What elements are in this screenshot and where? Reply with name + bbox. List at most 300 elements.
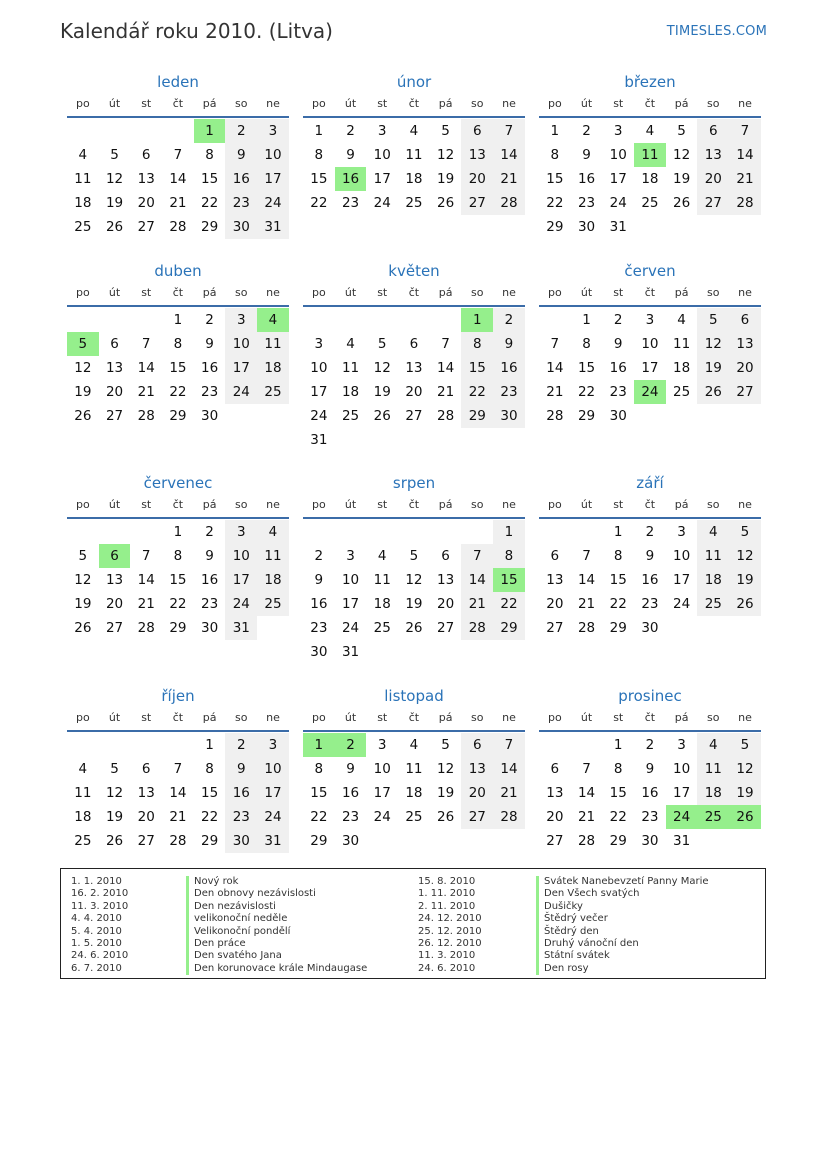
day-cell: 31 <box>673 833 691 849</box>
day-cell: 27 <box>137 219 155 235</box>
day-cell: 23 <box>641 809 659 825</box>
day-cell: 20 <box>105 384 124 400</box>
day-cell: 19 <box>437 785 455 801</box>
weekend-day-cell: 1 <box>493 520 525 544</box>
day-cell: 7 <box>141 336 151 352</box>
day-cell: 16 <box>641 572 659 588</box>
brand-link[interactable]: TIMESLES.COM <box>666 24 767 39</box>
empty-cell <box>571 520 603 544</box>
day-cell: 28 <box>437 408 455 424</box>
week-row <box>67 520 289 544</box>
weekday-label: pá <box>674 286 689 299</box>
month-name: březen <box>624 73 676 91</box>
day-cell: 17 <box>673 572 691 588</box>
week-row <box>539 380 761 404</box>
empty-cell <box>99 733 131 757</box>
day-cell: 2 <box>645 737 655 753</box>
week-row <box>539 757 761 781</box>
empty-cell <box>430 428 462 452</box>
holiday-day-cell: 15 <box>493 568 525 592</box>
weekday-label: pá <box>438 97 453 110</box>
legend-holiday-name: Velikonoční pondělí <box>194 925 291 937</box>
weekday-label: ne <box>502 498 516 511</box>
weekday-label: so <box>235 97 248 110</box>
day-cell: 15 <box>546 171 564 187</box>
empty-cell <box>67 520 99 544</box>
weekday-label: so <box>707 498 720 511</box>
legend-date: 24. 6. 2010 <box>71 950 129 962</box>
day-cell: 28 <box>577 833 596 849</box>
weekend-day-cell: 30 <box>225 215 257 239</box>
week-row <box>539 544 761 568</box>
day-cell: 8 <box>613 548 623 564</box>
week-row <box>303 829 525 853</box>
empty-cell <box>335 520 367 544</box>
week-row <box>67 781 289 805</box>
day-cell: 15 <box>310 785 328 801</box>
week-row <box>303 616 525 640</box>
day-cell: 13 <box>405 360 423 376</box>
weekend-day-cell: 14 <box>461 568 493 592</box>
week-row <box>303 757 525 781</box>
day-cell: 21 <box>169 809 187 825</box>
weekend-day-cell: 6 <box>697 119 729 143</box>
month-10 <box>67 686 289 853</box>
weekday-label: so <box>707 286 720 299</box>
day-cell: 30 <box>577 219 596 235</box>
week-row <box>303 308 525 332</box>
weekday-label: pá <box>202 498 217 511</box>
empty-cell <box>634 215 666 239</box>
weekday-label: po <box>311 498 326 511</box>
day-cell: 16 <box>310 596 328 612</box>
day-cell: 8 <box>582 336 591 352</box>
weekday-label: út <box>344 498 357 511</box>
day-cell: 2 <box>314 548 324 564</box>
weekday-label: čt <box>172 498 184 511</box>
day-cell: 29 <box>310 833 328 849</box>
day-cell: 17 <box>641 360 659 376</box>
weekend-day-cell: 7 <box>461 544 493 568</box>
weekend-day-cell: 10 <box>257 143 289 167</box>
weekday-label: ne <box>266 97 280 110</box>
day-cell: 9 <box>346 147 355 163</box>
empty-cell <box>729 829 761 853</box>
day-cell: 9 <box>613 336 623 352</box>
day-cell: 9 <box>314 572 324 588</box>
week-row <box>67 757 289 781</box>
legend-holiday-name: velikonoční neděle <box>194 913 288 925</box>
weekend-day-cell: 21 <box>729 167 761 191</box>
day-cell: 2 <box>582 123 591 139</box>
weekend-day-cell: 19 <box>729 781 761 805</box>
day-cell: 17 <box>673 785 691 801</box>
day-cell: 7 <box>550 336 560 352</box>
day-cell: 15 <box>609 785 627 801</box>
day-cell: 28 <box>169 833 187 849</box>
week-row <box>67 119 289 143</box>
legend-holiday-marker <box>186 963 189 976</box>
legend-date: 26. 12. 2010 <box>418 938 482 949</box>
week-row <box>539 592 761 616</box>
day-cell: 28 <box>169 219 187 235</box>
day-cell: 5 <box>441 737 450 753</box>
empty-cell <box>666 215 698 239</box>
legend-date: 1. 1. 2010 <box>71 876 122 887</box>
legend-date: 25. 12. 2010 <box>418 925 482 937</box>
day-cell: 29 <box>169 408 187 424</box>
weekday-label: so <box>235 711 248 724</box>
weekend-day-cell: 24 <box>257 805 289 829</box>
day-cell: 5 <box>409 548 419 564</box>
weekend-day-cell: 17 <box>257 167 289 191</box>
weekday-label: po <box>75 286 90 299</box>
day-cell: 15 <box>310 171 328 187</box>
weekend-day-cell: 4 <box>697 733 729 757</box>
week-row <box>67 356 289 380</box>
header-rule <box>539 517 761 519</box>
weekday-label: út <box>580 498 593 511</box>
day-cell: 19 <box>437 171 455 187</box>
weekday-label: st <box>141 97 152 110</box>
legend-holiday-marker <box>186 876 189 889</box>
week-row <box>67 568 289 592</box>
weekday-label: út <box>344 286 357 299</box>
weekday-header <box>539 495 761 515</box>
day-cell: 26 <box>74 620 92 636</box>
holiday-day-cell: 1 <box>194 119 226 143</box>
day-cell: 1 <box>205 737 214 753</box>
legend-date: 2. 11. 2010 <box>418 900 476 912</box>
empty-cell <box>67 119 99 143</box>
empty-cell <box>634 404 666 428</box>
holiday-day-cell: 25 <box>697 805 729 829</box>
day-cell: 28 <box>546 408 564 424</box>
empty-cell <box>67 733 99 757</box>
legend-holiday-name: Svátek Nanebevzetí Panny Marie <box>544 876 709 887</box>
day-cell: 12 <box>105 171 124 187</box>
day-cell: 11 <box>405 761 423 777</box>
week-row <box>539 568 761 592</box>
weekend-day-cell: 5 <box>697 308 729 332</box>
week-row <box>539 356 761 380</box>
month-5 <box>303 261 525 452</box>
day-cell: 16 <box>201 360 219 376</box>
weekday-label: pá <box>674 97 689 110</box>
day-cell: 6 <box>550 548 560 564</box>
weekend-day-cell: 11 <box>257 544 289 568</box>
header-rule <box>67 116 289 118</box>
month-name: únor <box>396 73 432 91</box>
weekday-label: út <box>108 711 121 724</box>
weekday-label: pá <box>438 286 453 299</box>
day-cell: 17 <box>310 384 328 400</box>
weekend-day-cell: 16 <box>493 356 525 380</box>
weekday-label: ne <box>502 711 516 724</box>
day-cell: 5 <box>441 123 450 139</box>
empty-cell <box>430 640 462 664</box>
empty-cell <box>335 308 367 332</box>
weekday-label: st <box>141 286 152 299</box>
weekday-label: út <box>108 286 121 299</box>
empty-cell <box>303 520 335 544</box>
day-cell: 23 <box>201 384 219 400</box>
week-row <box>539 191 761 215</box>
weekday-label: po <box>547 286 562 299</box>
day-cell: 22 <box>609 809 627 825</box>
weekday-header <box>303 495 525 515</box>
day-cell: 29 <box>577 408 596 424</box>
day-cell: 26 <box>673 195 691 211</box>
day-cell: 20 <box>546 596 564 612</box>
day-cell: 29 <box>201 833 219 849</box>
day-cell: 15 <box>577 360 596 376</box>
week-row <box>303 119 525 143</box>
day-cell: 12 <box>105 785 124 801</box>
day-cell: 9 <box>645 548 655 564</box>
day-cell: 16 <box>577 171 596 187</box>
weekday-label: pá <box>202 97 217 110</box>
day-cell: 14 <box>437 360 455 376</box>
week-row <box>67 829 289 853</box>
weekday-label: po <box>547 711 562 724</box>
weekday-label: čt <box>172 711 184 724</box>
weekday-header <box>303 94 525 114</box>
day-cell: 1 <box>582 312 591 328</box>
week-row <box>539 167 761 191</box>
day-cell: 3 <box>377 737 387 753</box>
week-row <box>303 404 525 428</box>
day-cell: 1 <box>314 123 324 139</box>
day-cell: 14 <box>546 360 564 376</box>
empty-cell <box>366 428 398 452</box>
weekday-label: pá <box>438 498 453 511</box>
weekday-label: po <box>547 97 562 110</box>
day-cell: 22 <box>577 384 596 400</box>
weekend-day-cell: 24 <box>225 592 257 616</box>
day-cell: 23 <box>641 596 659 612</box>
weekday-label: út <box>344 711 357 724</box>
week-row <box>539 829 761 853</box>
day-cell: 30 <box>201 620 219 636</box>
legend-holiday-marker <box>536 963 539 976</box>
day-cell: 3 <box>314 336 324 352</box>
day-cell: 29 <box>546 219 564 235</box>
weekend-day-cell: 30 <box>225 829 257 853</box>
weekend-day-cell: 19 <box>697 356 729 380</box>
day-cell: 24 <box>373 195 391 211</box>
weekend-day-cell: 28 <box>493 805 525 829</box>
day-cell: 25 <box>373 620 391 636</box>
holiday-day-cell: 2 <box>335 733 367 757</box>
legend-holiday-marker <box>536 926 539 939</box>
day-cell: 11 <box>373 572 391 588</box>
weekend-day-cell: 11 <box>257 332 289 356</box>
week-row <box>303 191 525 215</box>
day-cell: 4 <box>645 123 655 139</box>
empty-cell <box>697 829 729 853</box>
week-row <box>67 332 289 356</box>
header-rule <box>303 116 525 118</box>
weekday-label: so <box>707 97 720 110</box>
weekday-label: čt <box>644 97 656 110</box>
weekday-label: ne <box>738 286 752 299</box>
legend-holiday-name: Den svatého Jana <box>194 950 282 962</box>
day-cell: 4 <box>346 336 355 352</box>
empty-cell <box>130 733 162 757</box>
month-4 <box>67 261 289 428</box>
day-cell: 15 <box>169 572 187 588</box>
legend-holiday-name: Den obnovy nezávislosti <box>194 888 316 900</box>
weekend-day-cell: 12 <box>729 757 761 781</box>
day-cell: 9 <box>582 147 591 163</box>
day-cell: 18 <box>405 785 423 801</box>
empty-cell <box>461 829 493 853</box>
month-name: srpen <box>392 474 436 492</box>
weekday-label: po <box>75 498 90 511</box>
weekday-label: pá <box>438 711 453 724</box>
weekend-day-cell: 23 <box>225 805 257 829</box>
weekend-day-cell: 3 <box>225 520 257 544</box>
legend-holiday-marker <box>186 938 189 951</box>
empty-cell <box>398 520 430 544</box>
day-cell: 7 <box>441 336 450 352</box>
empty-cell <box>539 308 571 332</box>
weekend-day-cell: 25 <box>257 592 289 616</box>
weekday-label: po <box>75 711 90 724</box>
weekend-day-cell: 7 <box>729 119 761 143</box>
day-cell: 12 <box>373 360 391 376</box>
legend-holiday-marker <box>536 888 539 901</box>
day-cell: 1 <box>173 524 183 540</box>
day-cell: 6 <box>441 548 450 564</box>
weekday-header <box>539 94 761 114</box>
empty-cell <box>398 640 430 664</box>
weekend-day-cell: 29 <box>493 616 525 640</box>
weekday-label: út <box>108 498 121 511</box>
week-row <box>539 805 761 829</box>
empty-cell <box>67 308 99 332</box>
legend-holiday-name: Druhý vánoční den <box>544 938 639 949</box>
day-cell: 3 <box>346 548 355 564</box>
legend-date: 24. 12. 2010 <box>418 913 482 925</box>
legend-holiday-name: Den Všech svatých <box>544 888 640 900</box>
day-cell: 7 <box>141 548 151 564</box>
month-3 <box>539 72 761 239</box>
week-row <box>539 781 761 805</box>
month-name: leden <box>157 73 199 91</box>
legend-date: 5. 4. 2010 <box>71 925 122 937</box>
month-name: listopad <box>384 687 444 705</box>
month-9 <box>539 473 761 640</box>
day-cell: 13 <box>137 171 155 187</box>
empty-cell <box>571 733 603 757</box>
week-row <box>67 308 289 332</box>
weekend-day-cell: 6 <box>729 308 761 332</box>
holiday-day-cell: 1 <box>303 733 335 757</box>
day-cell: 9 <box>205 548 214 564</box>
legend-holiday-name: Státní svátek <box>544 950 610 962</box>
weekday-label: st <box>141 711 152 724</box>
month-name: květen <box>388 262 440 280</box>
weekday-label: st <box>141 498 152 511</box>
week-row <box>67 805 289 829</box>
day-cell: 10 <box>673 548 691 564</box>
day-cell: 12 <box>673 147 691 163</box>
day-cell: 26 <box>105 833 124 849</box>
weekend-day-cell: 9 <box>493 332 525 356</box>
day-cell: 20 <box>437 596 455 612</box>
day-cell: 12 <box>74 360 92 376</box>
day-cell: 5 <box>677 123 686 139</box>
month-1 <box>67 72 289 239</box>
header-rule <box>539 116 761 118</box>
weekday-label: ne <box>738 97 752 110</box>
weekend-day-cell: 11 <box>697 544 729 568</box>
day-cell: 2 <box>645 524 655 540</box>
day-cell: 21 <box>137 384 155 400</box>
day-cell: 16 <box>341 785 360 801</box>
empty-cell <box>461 640 493 664</box>
weekday-label: st <box>613 97 624 110</box>
week-row <box>303 781 525 805</box>
weekend-day-cell: 8 <box>493 544 525 568</box>
week-row <box>539 119 761 143</box>
month-name: červenec <box>143 474 213 492</box>
weekday-label: po <box>311 711 326 724</box>
weekday-label: út <box>580 97 593 110</box>
weekend-day-cell: 8 <box>461 332 493 356</box>
week-row <box>303 428 525 452</box>
holiday-day-cell: 4 <box>257 308 289 332</box>
day-cell: 24 <box>609 195 627 211</box>
weekend-day-cell: 25 <box>697 592 729 616</box>
weekend-day-cell: 31 <box>257 829 289 853</box>
weekend-day-cell: 14 <box>729 143 761 167</box>
day-cell: 15 <box>201 171 219 187</box>
day-cell: 27 <box>105 620 124 636</box>
day-cell: 4 <box>677 312 686 328</box>
empty-cell <box>303 308 335 332</box>
holiday-day-cell: 16 <box>335 167 367 191</box>
day-cell: 11 <box>405 147 423 163</box>
day-cell: 23 <box>341 195 360 211</box>
day-cell: 13 <box>437 572 455 588</box>
day-cell: 8 <box>173 548 183 564</box>
weekend-day-cell: 14 <box>493 143 525 167</box>
legend-date: 6. 7. 2010 <box>71 962 122 974</box>
holiday-day-cell: 11 <box>634 143 666 167</box>
day-cell: 2 <box>205 312 214 328</box>
day-cell: 27 <box>437 620 455 636</box>
weekend-day-cell: 19 <box>729 568 761 592</box>
weekend-day-cell: 13 <box>461 757 493 781</box>
day-cell: 11 <box>74 171 92 187</box>
day-cell: 16 <box>609 360 627 376</box>
legend-holiday-name: Den korunovace krále Mindaugase <box>194 962 368 974</box>
day-cell: 4 <box>78 147 88 163</box>
day-cell: 27 <box>546 833 564 849</box>
weekend-day-cell: 29 <box>461 404 493 428</box>
day-cell: 17 <box>609 171 627 187</box>
legend-holiday-name: Den práce <box>194 938 246 949</box>
week-row <box>303 805 525 829</box>
day-cell: 19 <box>74 384 92 400</box>
week-row <box>67 191 289 215</box>
week-row <box>67 380 289 404</box>
weekend-day-cell: 5 <box>729 520 761 544</box>
weekday-label: pá <box>674 498 689 511</box>
